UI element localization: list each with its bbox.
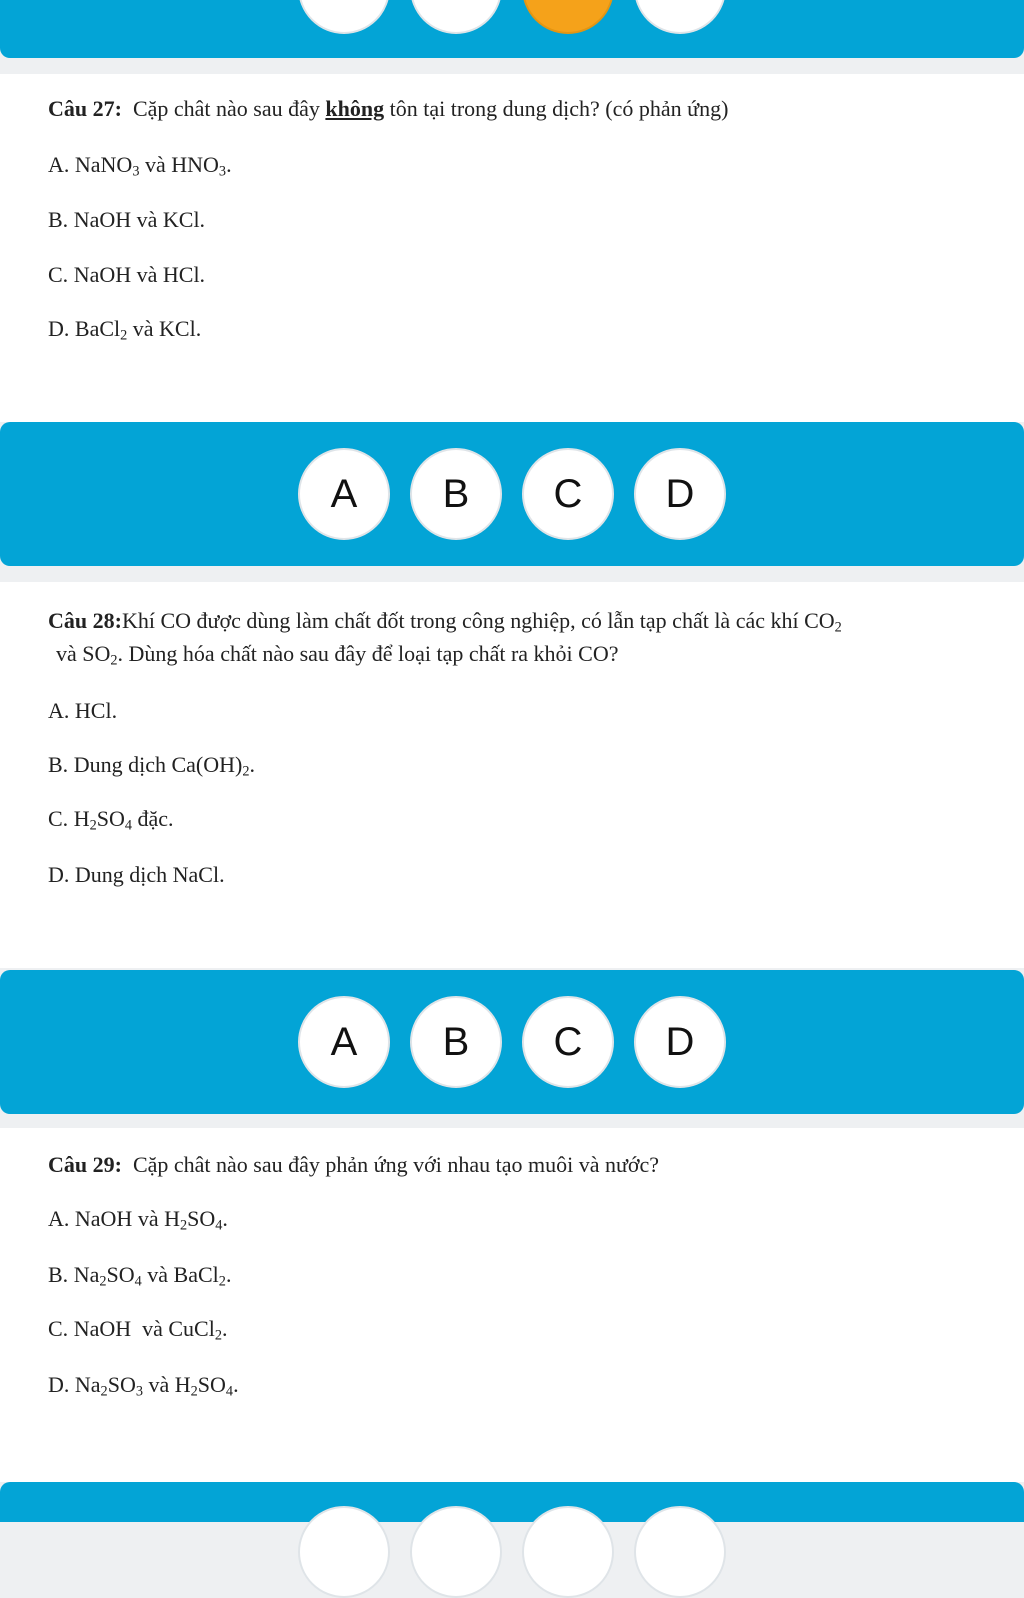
option-text: $Na_2SO_4$ và BaCl$_2$. bbox=[73, 1262, 232, 1290]
question-label: Câu 29: bbox=[48, 1152, 122, 1177]
answer-button-a[interactable] bbox=[298, 0, 390, 34]
answer-button-a[interactable] bbox=[298, 1506, 390, 1598]
question-title-line2 bbox=[56, 637, 619, 670]
question-card-28 bbox=[0, 582, 1024, 968]
answer-button-c-selected[interactable] bbox=[522, 0, 614, 34]
answer-button-c[interactable] bbox=[522, 1506, 614, 1598]
option-prefix: C. bbox=[48, 1316, 69, 1341]
option-prefix: D. bbox=[48, 1372, 70, 1397]
option-d bbox=[48, 860, 225, 890]
option-c bbox=[48, 1314, 228, 1344]
option-a bbox=[48, 150, 232, 180]
answer-button-d[interactable] bbox=[634, 1506, 726, 1598]
answer-bar-previous bbox=[0, 0, 1024, 58]
option-a bbox=[48, 696, 117, 726]
answer-button-a[interactable]: A bbox=[298, 996, 390, 1088]
option-prefix: D. bbox=[48, 316, 70, 341]
option-text: NaNO$_3$ và $HNO_3$. bbox=[74, 152, 232, 180]
answer-button-b[interactable] bbox=[410, 0, 502, 34]
option-d bbox=[48, 314, 201, 344]
option-text: NaOH và KCl. bbox=[73, 207, 206, 232]
option-prefix: C. bbox=[48, 806, 69, 831]
option-text: $H_2SO_4$ đặc. bbox=[73, 806, 174, 834]
answer-button-c[interactable]: C bbox=[522, 448, 614, 540]
option-text: NaOH và $H_2SO_4$. bbox=[74, 1206, 228, 1234]
question-text: Cặp chât nào sau đây phản ứng với nhau tạo muôi và nước? bbox=[132, 1152, 660, 1177]
answer-button-d[interactable]: D bbox=[634, 996, 726, 1088]
option-b bbox=[48, 750, 255, 780]
option-prefix: A. bbox=[48, 1206, 70, 1231]
question-title bbox=[48, 604, 842, 637]
option-prefix: A. bbox=[48, 152, 70, 177]
option-prefix: C. bbox=[48, 262, 69, 287]
question-text-rest: tôn tại trong dung dịch? (có phản ứng) bbox=[389, 96, 729, 121]
option-text: NaOH và CuCl$_2$. bbox=[73, 1316, 228, 1344]
question-text: và $SO_2$. Dùng hóa chất nào sau đây để loại tạp chất ra khỏi CO? bbox=[56, 641, 619, 669]
option-text: HCl. bbox=[74, 698, 118, 723]
option-prefix: B. bbox=[48, 752, 69, 777]
option-prefix: B. bbox=[48, 1262, 69, 1287]
option-c bbox=[48, 804, 174, 834]
answer-button-b[interactable]: B bbox=[410, 996, 502, 1088]
answer-button-b[interactable]: B bbox=[410, 448, 502, 540]
option-text: BaCl$_2$ và KCl. bbox=[74, 316, 202, 344]
question-card-27 bbox=[0, 74, 1024, 422]
question-card-29 bbox=[0, 1128, 1024, 1482]
answer-button-b[interactable] bbox=[410, 1506, 502, 1598]
answer-button-d[interactable] bbox=[634, 0, 726, 34]
option-text: Dung dịch $Ca(OH)_2$. bbox=[73, 752, 255, 780]
question-title bbox=[48, 92, 728, 125]
option-b bbox=[48, 1260, 231, 1290]
answer-bar-28 bbox=[0, 970, 1024, 1114]
question-text: Khí CO được dùng làm chất đốt trong công nghiệp, có lẫn tạp chất là các khí $CO_2$ bbox=[121, 608, 842, 636]
question-label: Câu 27: bbox=[48, 96, 122, 121]
option-prefix: B. bbox=[48, 207, 69, 232]
question-emphasis: không bbox=[325, 96, 385, 121]
answer-bar-27 bbox=[0, 422, 1024, 566]
question-text: Cặp chât nào sau đây bbox=[132, 96, 320, 121]
option-d bbox=[48, 1370, 239, 1400]
option-prefix: A. bbox=[48, 698, 70, 723]
option-b bbox=[48, 205, 205, 235]
answer-button-a[interactable]: A bbox=[298, 448, 390, 540]
answer-bar-29 bbox=[0, 1482, 1024, 1522]
answer-button-d[interactable]: D bbox=[634, 448, 726, 540]
option-c bbox=[48, 260, 205, 290]
option-text: $Na_2SO_3$ và $H_2SO_4$. bbox=[74, 1372, 239, 1400]
question-title bbox=[48, 1148, 659, 1181]
option-text: Dung dịch NaCl. bbox=[74, 862, 225, 887]
option-prefix: D. bbox=[48, 862, 70, 887]
answer-button-c[interactable]: C bbox=[522, 996, 614, 1088]
question-label: Câu 28: bbox=[48, 608, 122, 633]
option-text: NaOH và HCl. bbox=[73, 262, 206, 287]
option-a bbox=[48, 1204, 228, 1234]
